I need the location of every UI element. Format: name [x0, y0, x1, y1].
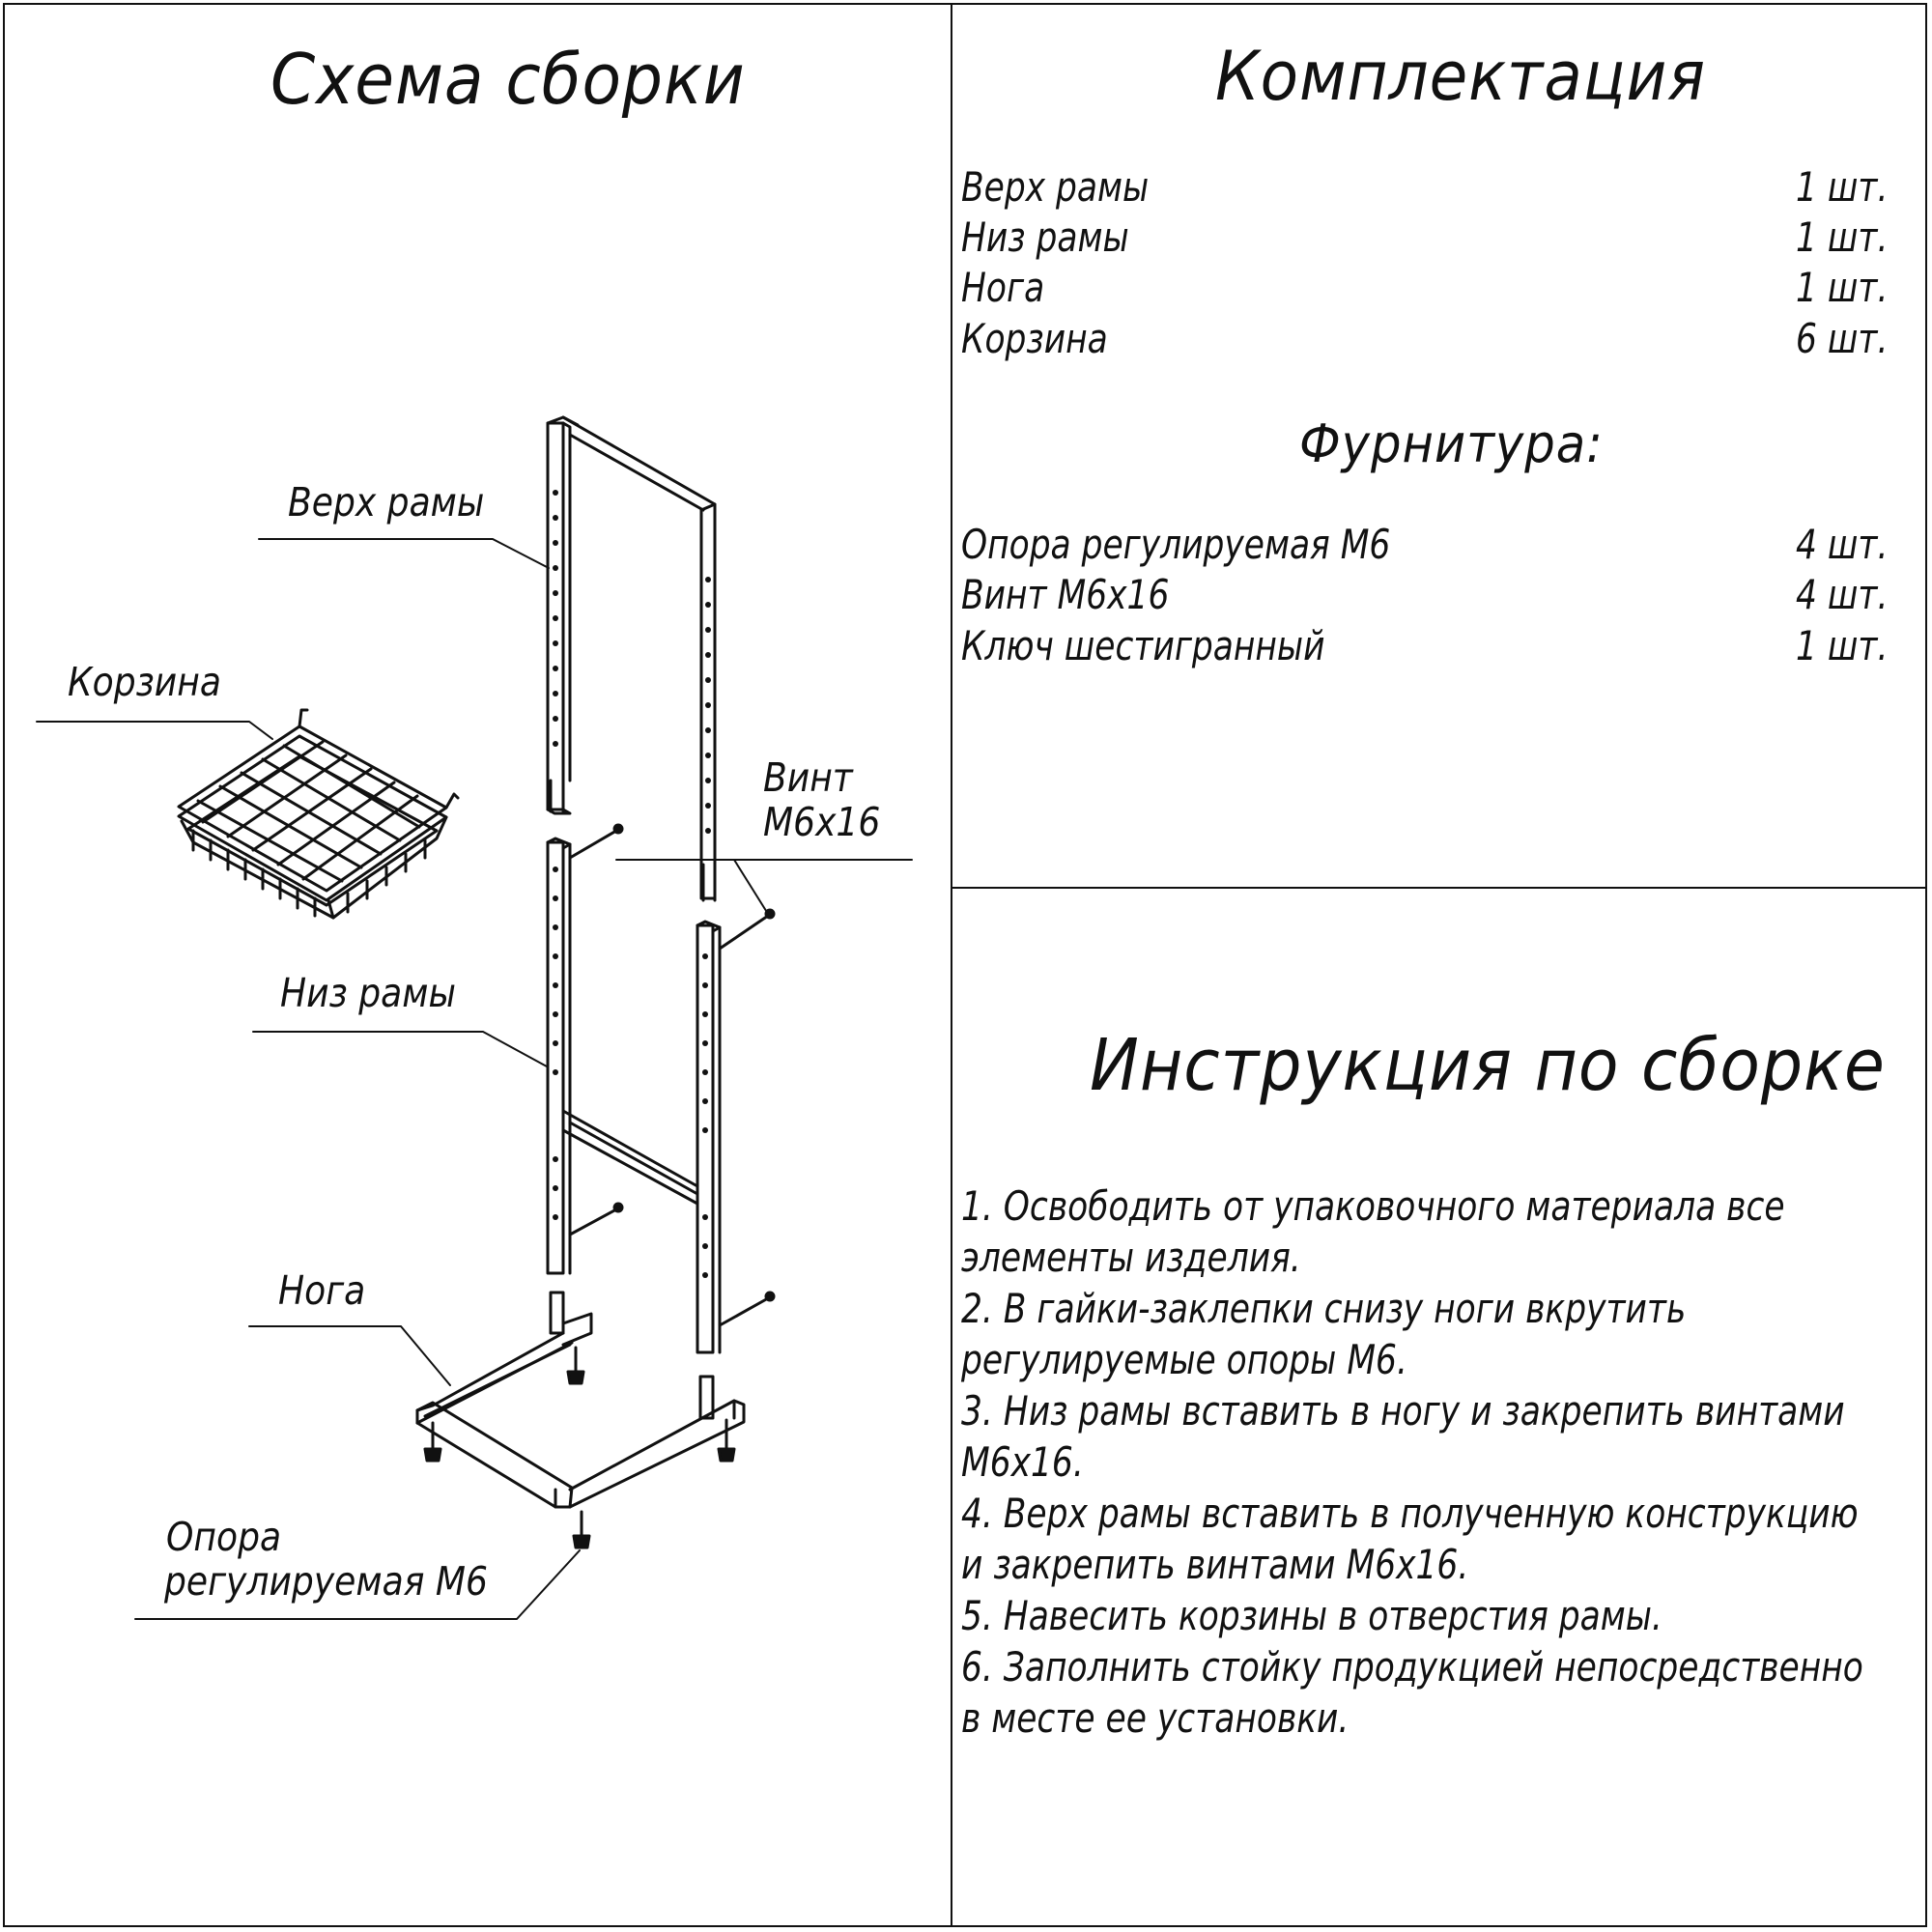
- kit-item: [961, 263, 1889, 313]
- kit-item-name: Корзина: [961, 315, 1108, 362]
- hardware-item-qty: 4 шт.: [1796, 521, 1889, 568]
- label-screw-line2: М6х16: [763, 799, 881, 845]
- hardware-title: Фурнитура:: [1299, 413, 1604, 474]
- hardware-item: [961, 621, 1889, 671]
- kit-title: Комплектация: [1215, 37, 1706, 116]
- instruction-step: 3. Низ рамы вставить в ногу и закрепить винтами М6х16.: [961, 1387, 1845, 1486]
- label-bottom-frame: Низ рамы: [280, 970, 456, 1016]
- screws: [570, 825, 774, 1325]
- kit-item: [961, 213, 1889, 263]
- hardware-item-qty: 4 шт.: [1796, 571, 1889, 618]
- kit-item: [961, 314, 1889, 364]
- label-basket: Корзина: [68, 659, 221, 705]
- instruction-step: 4. Верх рамы вставить в полученную конструкцию и закрепить винтами М6х16.: [961, 1490, 1859, 1588]
- hardware-item-qty: 1 шт.: [1796, 622, 1889, 669]
- assembly-scheme-title: Схема сборки: [270, 39, 746, 120]
- hardware-item: [961, 520, 1889, 570]
- hardware-item-name: Опора регулируемая М6: [961, 521, 1391, 568]
- instructions-list: [961, 1180, 1872, 1744]
- hardware-item-name: Ключ шестигранный: [961, 622, 1325, 669]
- hardware-item-name: Винт М6х16: [961, 571, 1170, 618]
- instruction-step: 5. Навесить корзины в отверстия рамы.: [961, 1592, 1662, 1639]
- label-support-line1: Опора: [166, 1514, 282, 1560]
- label-support-line2: регулируемая М6: [164, 1558, 488, 1605]
- kit-item-name: Низ рамы: [961, 213, 1129, 261]
- top-frame-holes: [553, 490, 711, 834]
- instruction-step: 6. Заполнить стойку продукцией непосредственно в месте ее установки.: [961, 1643, 1863, 1742]
- kit-item-qty: 1 шт.: [1796, 213, 1889, 261]
- label-screw-line1: Винт: [763, 754, 853, 801]
- bottom-frame-holes: [553, 867, 708, 1278]
- instructions-title: Инструкция по сборке: [1090, 1024, 1886, 1107]
- label-top-frame: Верх рамы: [288, 479, 485, 526]
- basket-part: [179, 710, 458, 918]
- label-leg: Нога: [278, 1267, 366, 1314]
- assembly-diagram: [0, 0, 952, 1932]
- hardware-item: [961, 570, 1889, 620]
- instruction-step: 1. Освободить от упаковочного материала все элементы изделия.: [961, 1182, 1785, 1281]
- kit-item-qty: 1 шт.: [1796, 163, 1889, 211]
- bottom-frame-part: [548, 838, 720, 1352]
- horizontal-divider: [952, 887, 1927, 889]
- top-frame-part: [548, 417, 715, 900]
- kit-item-name: Верх рамы: [961, 163, 1150, 211]
- kit-item-name: Нога: [961, 264, 1045, 311]
- instruction-step: 2. В гайки-заклепки снизу ноги вкрутить регулируемые опоры М6.: [961, 1285, 1687, 1383]
- kit-item-qty: 1 шт.: [1796, 264, 1889, 311]
- kit-item: [961, 162, 1889, 213]
- leg-part: [417, 1293, 744, 1548]
- kit-item-qty: 6 шт.: [1796, 315, 1889, 362]
